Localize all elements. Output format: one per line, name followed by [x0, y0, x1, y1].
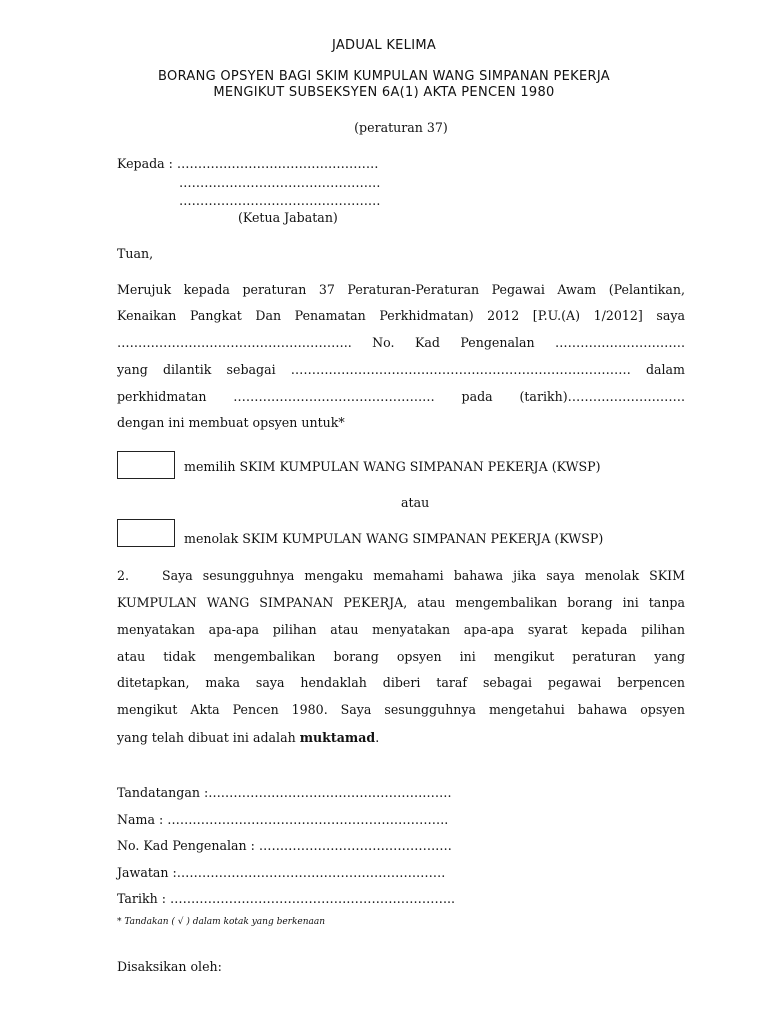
accept-option-label: memilih SKIM KUMPULAN WANG SIMPANAN PEKERJA (KWSP)	[184, 459, 601, 474]
date-field[interactable]: Tarikh : …………………………………………………………..	[117, 891, 456, 906]
address-line1: Kepada : …………………………………………	[117, 156, 379, 171]
form-title-line2: MENGIKUT SUBSEKSYEN 6A(1) AKTA PENCEN 1980	[213, 85, 555, 100]
paragraph2-line7-text: yang telah dibuat ini adalah	[117, 730, 300, 745]
ic-number-field[interactable]: No. Kad Pengenalan : ……………………………………….	[117, 838, 452, 853]
witness-label: Disaksikan oleh:	[117, 959, 222, 974]
paragraph2-line4: atau tidak mengembalikan borang opsyen ini mengikut peraturan yang	[117, 649, 685, 664]
accept-checkbox[interactable]	[117, 451, 175, 479]
paragraph1-line3: ……………………………………………….. No. Kad Pengenalan ………………………….	[117, 335, 685, 350]
regulation-reference: (peraturan 37)	[354, 120, 448, 135]
paragraph2-line3: menyatakan apa-apa pilihan atau menyatakan apa-apa syarat kepada pilihan	[117, 622, 685, 637]
name-field[interactable]: Nama : ………………………………………………………….	[117, 812, 449, 827]
or-label: atau	[401, 495, 430, 510]
salutation: Tuan,	[117, 246, 154, 261]
paragraph2-number: 2.	[117, 568, 130, 583]
form-title-line1: BORANG OPSYEN BAGI SKIM KUMPULAN WANG SIMPANAN PEKERJA	[158, 69, 610, 84]
paragraph1-line1: Merujuk kepada peraturan 37 Peraturan-Peraturan Pegawai Awam (Pelantikan,	[117, 282, 685, 297]
address-line3: …………………………………………	[179, 193, 381, 208]
paragraph2-line7-end: .	[375, 730, 380, 745]
schedule-title: JADUAL KELIMA	[331, 38, 437, 53]
address-line2: …………………………………………	[179, 175, 381, 190]
paragraph1-line6: dengan ini membuat opsyen untuk*	[117, 415, 345, 430]
signature-field[interactable]: Tandatangan :………………………………………………….	[117, 785, 452, 800]
paragraph2-line2: KUMPULAN WANG SIMPANAN PEKERJA, atau mengembalikan borang ini tanpa	[117, 595, 685, 610]
reject-checkbox[interactable]	[117, 519, 175, 547]
paragraph2-line7	[117, 730, 379, 745]
footnote: * Tandakan ( √ ) dalam kotak yang berkenaan	[117, 917, 326, 927]
paragraph2-line1: Saya sesungguhnya mengaku memahami bahawa jika saya menolak SKIM	[162, 568, 685, 583]
paragraph1-line4: yang dilantik sebagai ……………………………………………………………………… dalam	[117, 362, 685, 377]
paragraph2-line6: mengikut Akta Pencen 1980. Saya sesungguhnya mengetahui bahawa opsyen	[117, 702, 685, 717]
address-role: (Ketua Jabatan)	[238, 210, 338, 225]
emphasis-muktamad: muktamad	[299, 730, 376, 745]
reject-option-label: menolak SKIM KUMPULAN WANG SIMPANAN PEKERJA (KWSP)	[184, 531, 604, 546]
paragraph2-line5: ditetapkan, maka saya hendaklah diberi taraf sebagai pegawai berpencen	[117, 675, 685, 690]
paragraph1-line5: perkhidmatan ………………………………………… pada (tarikh)……………………….	[117, 389, 685, 404]
position-field[interactable]: Jawatan :……………………………………………………….	[117, 865, 446, 880]
paragraph1-line2: Kenaikan Pangkat Dan Penamatan Perkhidmatan) 2012 [P.U.(A) 1/2012] saya	[117, 308, 685, 323]
